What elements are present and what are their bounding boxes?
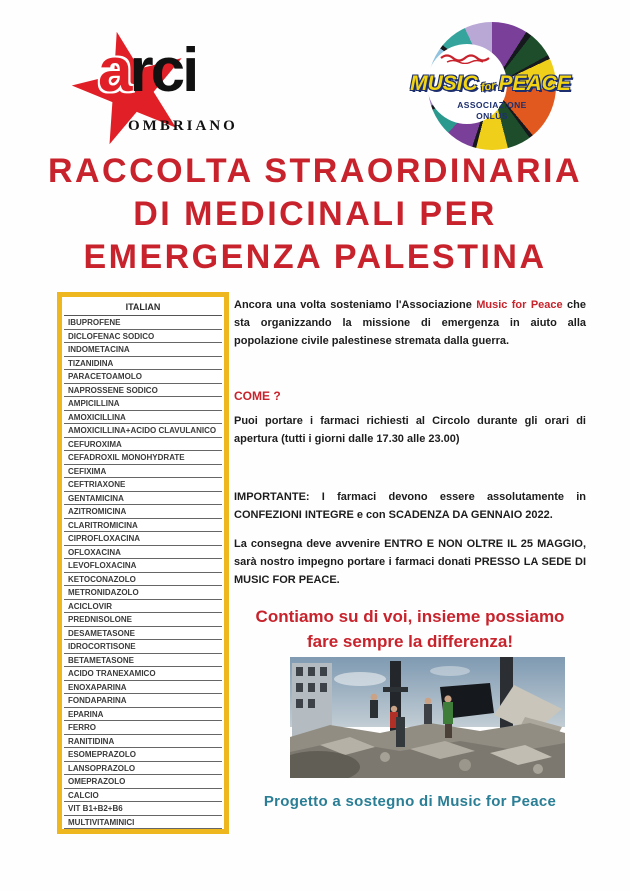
medicine-row: AZITROMICINA	[64, 505, 222, 519]
intro-paragraph	[234, 296, 586, 350]
medicine-row: INDOMETACINA	[64, 343, 222, 357]
medicine-row: RANITIDINA	[64, 735, 222, 749]
mfp-word-peace: PEACE	[498, 72, 571, 95]
intro-part1: Ancora una volta sosteniamo l'Associazione	[234, 299, 477, 311]
cta-line-2: fare sempre la differenza!	[307, 632, 513, 651]
medicine-row: VIT B1+B2+B6	[64, 802, 222, 816]
medicine-table	[57, 292, 229, 834]
cta-line-1: Contiamo su di voi, insieme possiamo	[255, 607, 565, 626]
how-paragraph: Puoi portare i farmaci richiesti al Circolo durante gli orari di apertura (tutti i giorni dalle 17.30 alle 23.00)	[234, 415, 586, 445]
medicine-row: NAPROSSENE SODICO	[64, 384, 222, 398]
medicine-row: CEFTRIAXONE	[64, 478, 222, 492]
medicine-row: AMPICILLINA	[64, 397, 222, 411]
medicine-row: ACICLOVIR	[64, 600, 222, 614]
medicine-row: OFLOXACINA	[64, 546, 222, 560]
arci-wordmark	[98, 36, 197, 105]
music-for-peace-wordmark	[381, 72, 600, 96]
medicine-row: MULTIVITAMINICI	[64, 816, 222, 830]
medicine-row: METRONIDAZOLO	[64, 586, 222, 600]
medicine-row: GENTAMICINA	[64, 492, 222, 506]
call-to-action	[234, 604, 586, 654]
intro-highlight: Music for Peace	[476, 299, 563, 311]
title-line-3: EMERGENZA PALESTINA	[83, 238, 547, 276]
medicine-row: DESAMETASONE	[64, 627, 222, 641]
medicine-row: DICLOFENAC SODICO	[64, 330, 222, 344]
music-for-peace-squiggle-icon	[439, 50, 495, 64]
medicine-row: AMOXICILLINA+ACIDO CLAVULANICO	[64, 424, 222, 438]
medicine-row: IDROCORTISONE	[64, 640, 222, 654]
medicine-row: ENOXAPARINA	[64, 681, 222, 695]
medicine-row: CEFADROXIL MONOHYDRATE	[64, 451, 222, 465]
medicine-row: FERRO	[64, 721, 222, 735]
mfp-association-label	[428, 100, 556, 121]
medicine-row: KETOCONAZOLO	[64, 573, 222, 587]
arci-letter-a: a	[98, 36, 130, 105]
medicine-row: TIZANIDINA	[64, 357, 222, 371]
delivery-paragraph: La consegna deve avvenire ENTRO E NON OLTRE IL 25 MAGGIO, sarà nostro impegno portare i farmaci donati PRESSO LA SEDE DI MUSIC FOR PEACE.	[234, 538, 586, 586]
important-paragraph: IMPORTANTE: I farmaci devono essere assolutamente in CONFEZIONI INTEGRE e con SCADENZA DA GENNAIO 2022.	[234, 491, 586, 521]
medicine-row: CEFIXIMA	[64, 465, 222, 479]
arci-subtitle: OMBRIANO	[128, 118, 238, 134]
footer-project-text: Progetto a sostegno di Music for Peace	[263, 793, 557, 810]
intro-part2: che sta organizzando la missione di emergenza in aiuto alla popolazione civile palestinese stremata dalla guerra.	[234, 299, 586, 347]
medicine-row: EPARINA	[64, 708, 222, 722]
medicine-row: CLARITROMICINA	[64, 519, 222, 533]
arci-logo	[72, 26, 257, 151]
medicine-row: LEVOFLOXACINA	[64, 559, 222, 573]
gaza-rubble-photo	[290, 657, 565, 778]
mfp-word-for: for	[480, 80, 497, 94]
medicine-row: PARACETOAMOLO	[64, 370, 222, 384]
body-text-column	[234, 296, 586, 654]
medicine-row: IBUPROFENE	[64, 316, 222, 330]
mfp-association-line1: ASSOCIAZIONE	[457, 100, 527, 110]
medicine-list	[62, 316, 224, 829]
medicine-row: CIPROFLOXACINA	[64, 532, 222, 546]
medicine-row: PREDNISOLONE	[64, 613, 222, 627]
come-heading: COME ?	[234, 389, 281, 403]
mfp-association-line2: ONLUS	[476, 110, 508, 121]
mfp-word-music: MUSIC	[410, 72, 478, 95]
medicine-row: OMEPRAZOLO	[64, 775, 222, 789]
medicine-row: CEFUROXIMA	[64, 438, 222, 452]
medicine-row: BETAMETASONE	[64, 654, 222, 668]
page-title	[0, 150, 630, 279]
medicine-row: ACIDO TRANEXAMICO	[64, 667, 222, 681]
medicine-row: FONDAPARINA	[64, 694, 222, 708]
medicine-row: AMOXICILLINA	[64, 411, 222, 425]
medicine-row: ESOMEPRAZOLO	[64, 748, 222, 762]
medicine-row: CALCIO	[64, 789, 222, 803]
medicine-row: LANSOPRAZOLO	[64, 762, 222, 776]
title-line-1: RACCOLTA STRAORDINARIA	[47, 152, 583, 190]
arci-letters-rci: rci	[129, 36, 197, 105]
title-line-2: DI MEDICINALI PER	[133, 195, 497, 233]
medicine-table-header: ITALIAN	[64, 297, 222, 316]
music-for-peace-logo	[403, 20, 578, 158]
